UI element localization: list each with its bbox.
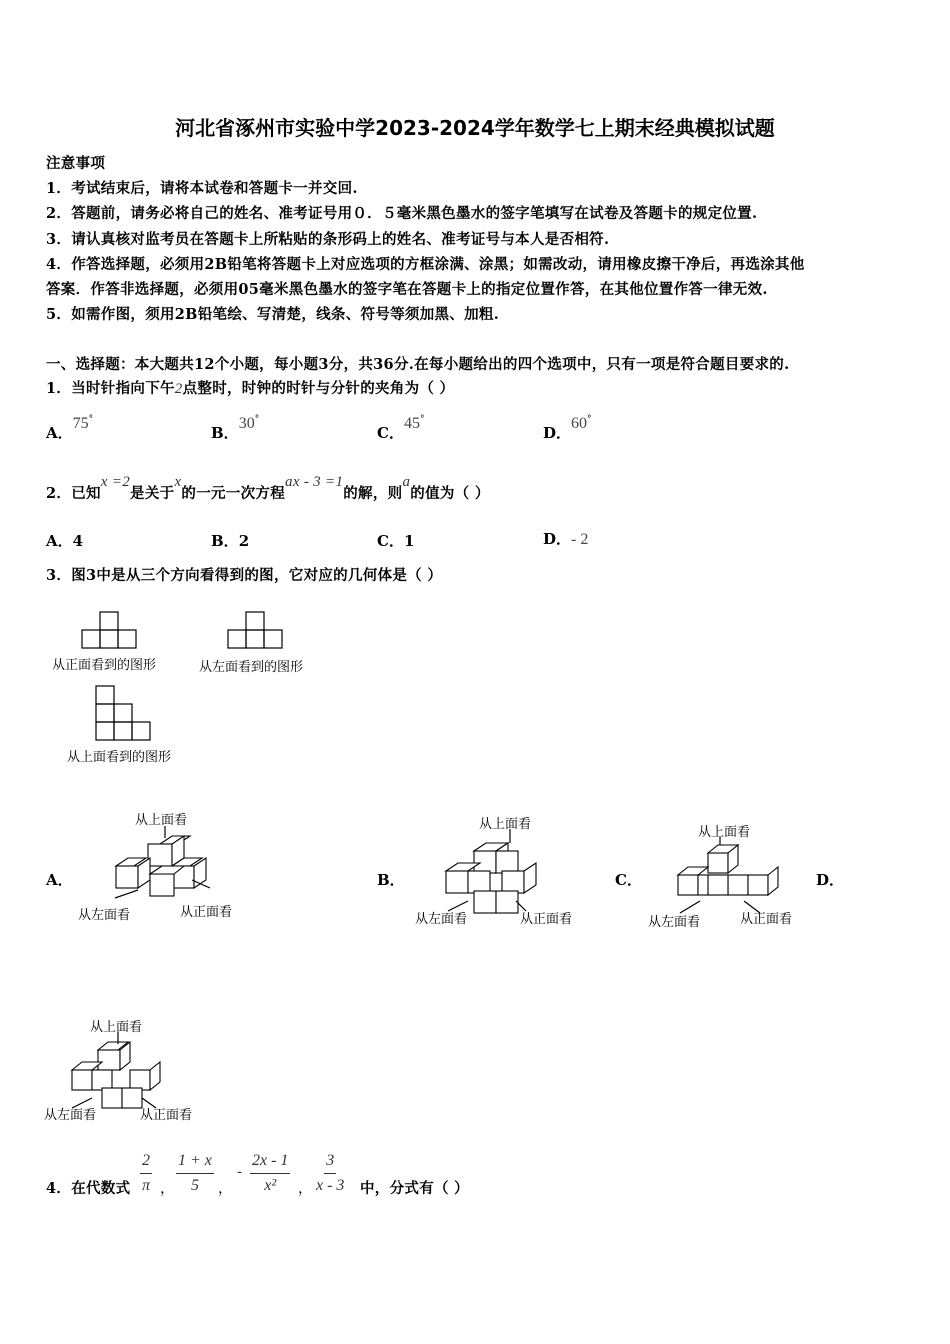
separator: ，	[218, 1181, 233, 1197]
top-view-label: 从上面看到的图形	[67, 750, 172, 765]
notice-item: 3．请认真核对监考员在答题卡上所粘贴的条形码上的姓名、准考证号与本人是否相符.	[46, 231, 610, 248]
fig-d-front-label: 从正面看	[140, 1108, 193, 1123]
figure-d-cubes	[60, 1030, 190, 1115]
three-views-figure	[40, 600, 340, 770]
fig-c-left-label: 从左面看	[648, 915, 701, 930]
fig-c-front-label: 从正面看	[740, 912, 793, 927]
question-3: 3．图3中是从三个方向看得到的图，它对应的几何体是（ ）	[46, 567, 443, 584]
q2-option-c[interactable]: C．1	[377, 532, 415, 550]
fraction-4: $\frac{3}{x - 3}$	[316, 1152, 345, 1194]
left-view-label: 从左面看到的图形	[199, 660, 304, 675]
q1-option-a[interactable]: A．75°	[46, 414, 94, 442]
fraction-3: $\frac{2x - 1}{\text{x²}}$	[252, 1152, 289, 1194]
section-heading: 一、选择题：本大题共12个小题，每小题3分，共36分.在每小题给出的四个选项中，只有一项是符合题目要求的.	[46, 356, 790, 373]
fig-b-top-label: 从上面看	[479, 817, 532, 832]
fig-b-front-label: 从正面看	[520, 912, 573, 927]
question-4-suffix: 中，分式有（ ）	[360, 1180, 469, 1197]
question-1: 1．当时针指向下午2点整时，时钟的时针与分针的夹角为（ ）	[46, 380, 455, 397]
q3-option-d[interactable]: D．	[816, 871, 845, 889]
q3-option-b[interactable]: B．	[377, 871, 405, 889]
fig-d-top-label: 从上面看	[90, 1020, 143, 1035]
figure-b-cubes	[430, 825, 570, 920]
fig-d-left-label: 从左面看	[44, 1108, 97, 1123]
negative-sign: -	[237, 1164, 242, 1180]
fraction-2: $\frac{1 + x}{5}$	[178, 1152, 212, 1194]
fraction-1: $\frac{2}{\pi}$	[141, 1152, 150, 1194]
page-title: 河北省涿州市实验中学2023-2024学年数学七上期末经典模拟试题	[175, 116, 775, 140]
fig-c-top-label: 从上面看	[698, 825, 751, 840]
q1-option-b[interactable]: B．30°	[211, 414, 260, 442]
notice-item: 1．考试结束后，请将本试卷和答题卡一并交回.	[46, 180, 358, 197]
notice-item: 2．答题前，请务必将自己的姓名、准考证号用０．５毫米黑色墨水的签字笔填写在试卷及答题卡的规定位置.	[46, 205, 758, 222]
fig-b-left-label: 从左面看	[415, 912, 468, 927]
q3-option-c[interactable]: C．	[615, 871, 642, 889]
notice-item: 答案．作答非选择题，必须用05毫米黑色墨水的签字笔在答题卡上的指定位置作答，在其他位置作答一律无效.	[46, 281, 768, 298]
q1-option-c[interactable]: C．45°	[377, 414, 425, 442]
notice-item: 4．作答选择题，必须用2B铅笔将答题卡上对应选项的方框涂满、涂黑；如需改动，请用橡皮擦干净后，再选涂其他	[46, 256, 805, 273]
fig-a-top-label: 从上面看	[135, 813, 188, 828]
q3-option-a[interactable]: A．	[46, 871, 73, 889]
fig-a-front-label: 从正面看	[180, 905, 233, 920]
q2-option-b[interactable]: B．2	[211, 532, 250, 550]
q2-option-a[interactable]: A．4	[46, 532, 84, 550]
separator: ，	[298, 1181, 313, 1197]
notice-item: 5．如需作图，须用2B铅笔绘、写清楚，线条、符号等须加黑、加粗.	[46, 306, 500, 323]
q2-option-d[interactable]: D．- 2	[543, 530, 589, 548]
front-view-label: 从正面看到的图形	[52, 658, 157, 673]
notice-heading: 注意事项	[46, 155, 106, 172]
fig-a-left-label: 从左面看	[78, 908, 131, 923]
q1-option-d[interactable]: D．60°	[543, 414, 592, 442]
question-4-prefix: 4．在代数式	[46, 1180, 131, 1197]
question-2: 2．已知x =2是关于x的一元一次方程ax - 3 =1的解，则a的值为（ ）	[46, 474, 490, 502]
separator: ，	[160, 1181, 175, 1197]
